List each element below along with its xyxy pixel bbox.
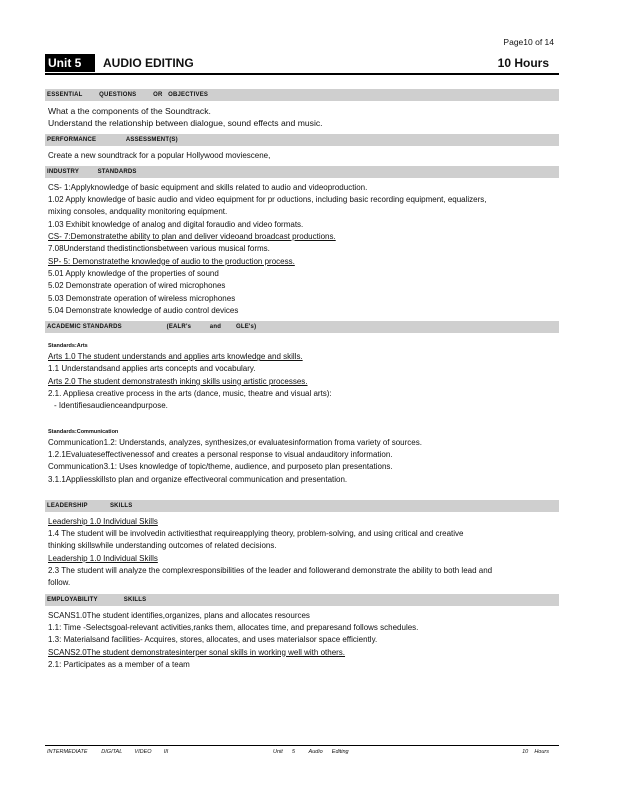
standard-heading: Leadership 1.0 Individual Skills bbox=[48, 516, 158, 526]
text-line: Create a new soundtrack for a popular Hollywood moviescene, bbox=[48, 150, 271, 160]
unit-hours: 10 Hours bbox=[497, 56, 549, 70]
text-line: follow. bbox=[48, 578, 71, 588]
section-leadership bbox=[45, 512, 559, 594]
footer-course: INTERMEDIATE DIGITAL VIDEO III bbox=[47, 749, 169, 755]
footer-hours: 10 Hours bbox=[522, 749, 549, 755]
subheading-communication: Standards:Communication bbox=[48, 428, 119, 435]
text-line: SCANS1.0The student identifies,organizes, plans and allocates resources bbox=[48, 610, 310, 620]
text-line: 7.08Understand thedistinctionsbetween various musical forms. bbox=[48, 244, 270, 254]
unit-label: Unit 5 bbox=[45, 54, 95, 72]
text-line: Communication3.1: Uses knowledge of topic/theme, audience, and purposeto plan presentations. bbox=[48, 462, 393, 472]
section-employability bbox=[45, 606, 559, 675]
text-line: Understand the relationship between dialogue, sound effects and music. bbox=[48, 118, 323, 129]
text-line: 3.1.1Appliesskillsto plan and organize effectiveoral communication and presentation. bbox=[48, 474, 348, 484]
standard-heading: CS- 7:Demonstratethe ability to plan and deliver videoand broadcast productions. bbox=[48, 232, 336, 242]
section-header-employability: EMPLOYABILITY SKILLS bbox=[45, 594, 559, 606]
page-number: Page10 of 14 bbox=[503, 37, 554, 47]
section-performance bbox=[45, 146, 559, 166]
text-line: 1.2.1Evaluateseffectivenessof and creates a personal response to visual andauditory information. bbox=[48, 449, 393, 459]
standard-heading: Arts 1.0 The student understands and applies arts knowledge and skills. bbox=[48, 352, 303, 362]
section-essential bbox=[45, 101, 559, 134]
standard-heading: Arts 2.0 The student demonstratesth inking skills using artistic processes. bbox=[48, 376, 308, 386]
footer-divider bbox=[45, 745, 559, 746]
text-line: 1.4 The student will be involvedin activitiesthat requireapplying theory, problem-solving, and using critical and creative bbox=[48, 529, 464, 539]
text-line: 1.1: Time -Selectsgoal-relevant activities,ranks them, allocates time, and preparesand follows schedules. bbox=[48, 622, 419, 632]
text-line: 1.3: Materialsand facilities- Acquires, stores, allocates, and uses materialsor space efficiently. bbox=[48, 635, 378, 645]
text-line: 1.02 Apply knowledge of basic audio and video equipment for pr oductions, including basic recording equipment, equalizers, bbox=[48, 195, 487, 205]
text-line: 5.02 Demonstrate operation of wired microphones bbox=[48, 281, 226, 291]
text-line: mixing consoles, andquality monitoring equipment. bbox=[48, 207, 228, 217]
text-line: 2.1. Appliesa creative process in the arts (dance, music, theatre and visual arts): bbox=[48, 389, 332, 399]
subheading-arts: Standards:Arts bbox=[48, 343, 88, 350]
text-line: CS- 1:Applyknowledge of basic equipment and skills related to audio and videoproduction. bbox=[48, 182, 368, 192]
standard-heading: SP- 5: Demonstratethe knowledge of audio to the production process. bbox=[48, 256, 295, 266]
section-header-industry: INDUSTRY STANDARDS bbox=[45, 166, 559, 178]
text-line: Communication1.2: Understands, analyzes, synthesizes,or evaluatesinformation froma variety of sources. bbox=[48, 437, 422, 447]
text-line: 1.1 Understandsand applies arts concepts and vocabulary. bbox=[48, 364, 256, 374]
section-header-performance: PERFORMANCE ASSESSMENT(S) bbox=[45, 134, 559, 146]
header-divider bbox=[45, 73, 559, 75]
text-line: 2.1: Participates as a member of a team bbox=[48, 659, 190, 669]
footer-unit: Unit 5 Audio Editing bbox=[273, 749, 349, 755]
text-line: 5.01 Apply knowledge of the properties of sound bbox=[48, 268, 219, 278]
section-industry bbox=[45, 178, 559, 321]
text-line: 1.03 Exhibit knowledge of analog and digital foraudio and video formats. bbox=[48, 219, 304, 229]
text-line: What a the components of the Soundtrack. bbox=[48, 106, 211, 116]
text-line: 5.04 Demonstrate knowledge of audio control devices bbox=[48, 305, 239, 315]
document-body bbox=[45, 89, 559, 675]
unit-header bbox=[45, 54, 559, 72]
standard-heading: SCANS2.0The student demonstratesinterper sonal skills in working well with others. bbox=[48, 647, 346, 657]
text-line: thinking skillswhile understanding outcomes of related decisions. bbox=[48, 541, 277, 551]
text-line: 2.3 The student will analyze the complexresponsibilities of the leader and followerand demonstrate the ability to both lead and bbox=[48, 566, 493, 576]
standard-heading: Leadership 1.0 Individual Skills bbox=[48, 553, 158, 563]
unit-title: AUDIO EDITING bbox=[103, 56, 194, 70]
section-academic bbox=[45, 333, 559, 500]
text-line: - Identifiesaudienceandpurpose. bbox=[54, 401, 168, 411]
text-line: 5.03 Demonstrate operation of wireless microphones bbox=[48, 293, 236, 303]
section-header-essential: ESSENTIAL QUESTIONS OR OBJECTIVES bbox=[45, 89, 559, 101]
section-header-academic: ACADEMIC STANDARDS (EALR's and GLE's) bbox=[45, 321, 559, 333]
section-header-leadership: LEADERSHIP SKILLS bbox=[45, 500, 559, 512]
